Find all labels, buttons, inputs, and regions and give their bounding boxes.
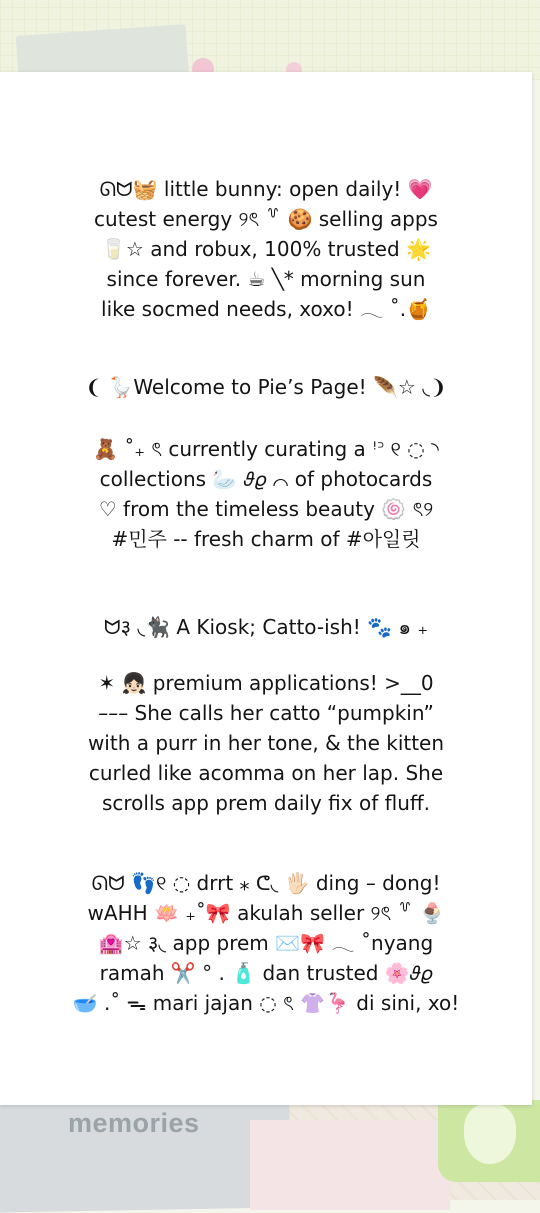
memories-stamp: memories [68, 1108, 200, 1138]
flower-decor-icon [464, 1104, 516, 1164]
text-line: ᗢ३ ◟🐈‍⬛ A Kiosk; Catto-ish! 🐾 ๑ ₊ [103, 615, 429, 639]
intro-paragraph [20, 174, 512, 324]
text-line: cutest energy ୨ৎ ꒷ 🍪 selling apps [94, 207, 438, 231]
text-line: collections 🦢 𝜗𝜚 ⌒ of photocards [99, 467, 433, 491]
text-line: like socmed needs, xoxo! 𓂃 ˚.🍯 [101, 297, 431, 321]
welcome-heading [20, 372, 512, 402]
text-line: scrolls app prem daily fix of fluff. [101, 791, 431, 815]
text-line: 🥛☆ and robux, 100% trusted 🌟 [101, 237, 431, 261]
curating-paragraph [20, 434, 512, 554]
text-line: 🧸 ˚₊ ৎ currently curating a ꜝ꜄ ୧ ◌ ◝ [93, 437, 439, 461]
text-line: curled like acomma on her lap. She [88, 761, 444, 785]
post-card [0, 72, 532, 1105]
kiosk-paragraph [20, 668, 512, 818]
kiosk-heading [20, 612, 512, 642]
text-line: ❨ 🪿Welcome to Pie’s Page! 🪶☆ ◟❩ [85, 375, 447, 399]
background-paper [250, 1120, 450, 1210]
text-line: ♡ from the timeless beauty 🍥 ৎ୨ [98, 497, 434, 521]
text-line: #민주 -- fresh charm of #아일릿 [111, 527, 421, 551]
text-line: with a purr in her tone, & the kitten [87, 731, 445, 755]
text-line: ᘏᗢ🧺 little bunny: open daily! 💗 [99, 177, 433, 201]
text-line: since forever. ☕ ╲* morning sun [106, 267, 426, 291]
text-line: ––– She calls her catto “pumpkin” [98, 701, 434, 725]
text-line: ramah ✂️ ° . 🧴 dan trusted 🌸𝜗𝜚 [99, 961, 433, 985]
text-line: 🏩☆ ३◟ app prem ✉️🎀 𓂃 ˚nyang [98, 931, 434, 955]
text-line: ✶ 👧🏻 premium applications! >__0 [98, 671, 434, 695]
text-line: wAHH 🪷 ₊˚🎀 akulah seller ୨ৎ ꒷ 🍨 [87, 901, 445, 925]
text-line: ᘏᗢ 👣୧ ◌ drrt ⁎ ᕦ◟ 🖐🏻 ding – dong! [91, 871, 441, 895]
text-line: 🥣 .˚ ᯓ mari jajan ◌ ৎ 👚🦩 di sini, xo! [72, 991, 460, 1015]
background-top-collage [0, 0, 540, 80]
seller-paragraph [20, 868, 512, 1018]
